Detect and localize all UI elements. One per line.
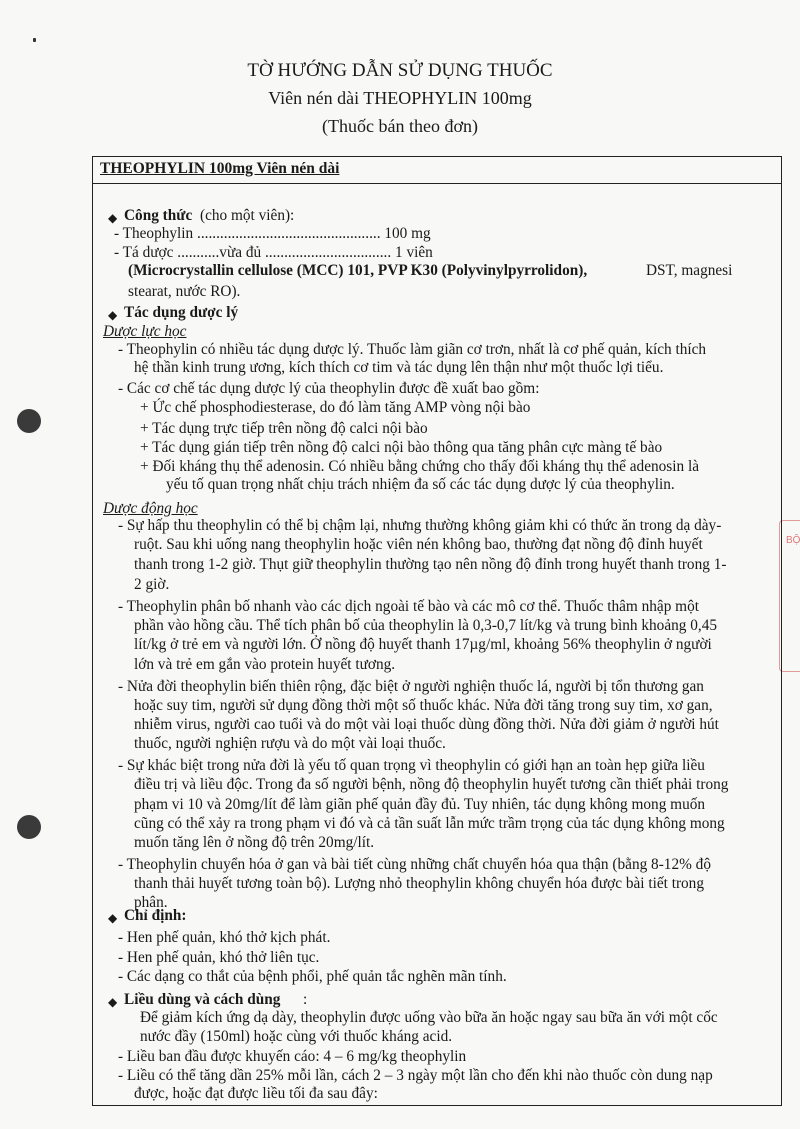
speck <box>33 38 36 42</box>
text-line: hệ thần kinh trung ương, kích thích cơ tim và tác dụng lên thận như một thuốc lợi tiểu. <box>134 359 664 376</box>
punch-hole <box>17 815 41 839</box>
text-line: muốn tăng lên ở nồng độ trên 20mg/lít. <box>134 834 375 851</box>
text-line: hoặc suy tim, người sử dụng đồng thời một số thuốc khác. Nửa đời tăng trong suy tim, xơ gan, <box>134 697 713 714</box>
text-line: - Theophylin chuyển hóa ở gan và bài tiết cùng những chất chuyển hóa qua thận (bằng 8-12% độ <box>118 856 711 873</box>
document-title: TỜ HƯỚNG DẪN SỬ DỤNG THUỐC <box>247 60 553 81</box>
text-line: : <box>303 991 308 1008</box>
subsection-heading: Dược lực học <box>103 323 187 340</box>
punch-hole <box>17 409 41 433</box>
text-line: - Theophylin phân bố nhanh vào các dịch ngoài tế bào và các mô cơ thể. Thuốc thâm nhập một <box>118 598 699 615</box>
text-line: + Tác dụng trực tiếp trên nồng độ calci nội bào <box>140 420 428 437</box>
document-subtitle: Viên nén dài THEOPHYLIN 100mg <box>268 88 532 108</box>
diamond-bullet-icon: ◆ <box>108 995 118 1009</box>
text-line: - Liều ban đầu được khuyến cáo: 4 – 6 mg/kg theophylin <box>118 1048 467 1065</box>
text-line: (Microcrystallin cellulose (MCC) 101, PVP K30 (Polyvinylpyrrolidon), <box>128 262 588 279</box>
text-line: DST, magnesi <box>646 262 733 279</box>
text-line: - Hen phế quản, khó thở liên tục. <box>118 949 320 966</box>
text-line: thuốc, người nghiện rượu và do một vài loại thuốc. <box>134 735 446 752</box>
text-line: - Theophylin ................................................ 100 mg <box>114 225 431 242</box>
text-line: - Theophylin có nhiều tác dụng dược lý. Thuốc làm giãn cơ trơn, nhất là cơ phế quản, kích thích <box>118 341 707 358</box>
section-heading: Liều dùng và cách dùng <box>124 991 281 1008</box>
text-line: điều trị và liều độc. Trong đa số người bệnh, nồng độ theophylin huyết tương cần thiết phải trong <box>134 776 729 793</box>
text-line: - Sự hấp thu theophylin có thể bị chậm lại, nhưng thường không giảm khi có thức ăn trong dạ dày- <box>118 517 722 534</box>
text-line: Để giảm kích ứng dạ dày, theophylin được uống vào bữa ăn hoặc ngay sau bữa ăn với một cốc <box>140 1009 718 1026</box>
section-heading: Tác dụng dược lý <box>124 304 239 321</box>
text-line: - Nửa đời theophylin biến thiên rộng, đặc biệt ở người nghiện thuốc lá, người bị tổn thương gan <box>118 678 704 695</box>
text-line: + Tác dụng gián tiếp trên nồng độ calci nội bào thông qua tăng phân cực màng tế bào <box>140 439 663 456</box>
text-line: nhiễm virus, người cao tuổi và do một vài loại thuốc dùng đồng thời. Nửa đời giảm ở người hút <box>134 716 719 733</box>
diamond-bullet-icon: ◆ <box>108 911 118 925</box>
text-line: ruột. Sau khi uống nang theophylin hoặc viên nén không bao, thường đạt nồng độ đỉnh huyết <box>134 536 703 553</box>
text-line: + Đối kháng thụ thể adenosin. Có nhiều bằng chứng cho thấy đối kháng thụ thể adenosin là <box>140 458 700 475</box>
text-line: phân. <box>134 894 168 911</box>
prescription-note: (Thuốc bán theo đơn) <box>322 116 478 136</box>
text-line: nước đầy (150ml) hoặc cùng với thuốc kháng acid. <box>140 1028 453 1045</box>
text-line: - Các dạng co thắt của bệnh phổi, phế quản tắc nghẽn mãn tính. <box>118 968 507 985</box>
text-line: stearat, nước RO). <box>128 283 241 300</box>
text-line: thanh thải huyết tương toàn bộ). Lượng nhỏ theophylin không chuyển hóa được bài tiết trong <box>134 875 704 892</box>
text-line: được, hoặc đạt được liều tối đa sau đây: <box>134 1085 378 1102</box>
text-line: lớn và trẻ em gắn vào protein huyết tương. <box>134 656 396 673</box>
text-line: - Liều có thể tăng dần 25% mỗi lần, cách 2 – 3 ngày một lần cho đến khi nào thuốc còn dung nạp <box>118 1067 713 1084</box>
text-line: cũng có thể xảy ra trong phạm vi đó và cả tần suất lẫn mức trầm trọng của tác dụng không mong <box>134 815 725 832</box>
subsection-heading: Dược động học <box>103 500 198 517</box>
text-line: + Ức chế phosphodiesterase, do đó làm tăng AMP vòng nội bào <box>140 399 531 416</box>
text-line: - Sự khác biệt trong nửa đời là yếu tố quan trọng vì theophylin có giới hạn an toàn hẹp giữa liều <box>118 757 705 774</box>
text-line: 2 giờ. <box>134 576 170 593</box>
diamond-bullet-icon: ◆ <box>108 211 118 225</box>
text-line: - Tá dược ...........vừa đủ ................................. 1 viên <box>114 244 433 261</box>
text-line: (cho một viên): <box>200 207 295 224</box>
text-line: yếu tố quan trọng nhất chịu trách nhiệm đa số các tác dụng dược lý của theophylin. <box>166 476 675 493</box>
red-stamp-edge: BỘ <box>779 520 800 672</box>
text-line: lít/kg ở trẻ em và người lớn. Ở nồng độ huyết thanh 17µg/ml, khoảng 56% theophylin ở người <box>134 636 712 653</box>
box-title: THEOPHYLIN 100mg Viên nén dài <box>100 160 340 177</box>
section-heading: Chỉ định: <box>124 907 187 924</box>
section-heading: Công thức <box>124 207 193 224</box>
text-line: phạm vi 10 và 20mg/lít để làm giãn phế quản đầy đủ. Tuy nhiên, tác dụng không mong muốn <box>134 796 706 813</box>
box-divider <box>92 183 782 184</box>
text-line: phần vào hồng cầu. Thể tích phân bố của theophylin là 0,3-0,7 lít/kg và trung bình khoảng 0,45 <box>134 617 718 634</box>
text-line: thanh trong 1-2 giờ. Thụt giữ theophylin thường tạo nên nồng độ đỉnh trong huyết thanh trong 1- <box>134 556 727 573</box>
diamond-bullet-icon: ◆ <box>108 308 118 322</box>
text-line: - Hen phế quản, khó thở kịch phát. <box>118 929 331 946</box>
text-line: - Các cơ chế tác dụng dược lý của theophylin được đề xuất bao gồm: <box>118 380 540 397</box>
